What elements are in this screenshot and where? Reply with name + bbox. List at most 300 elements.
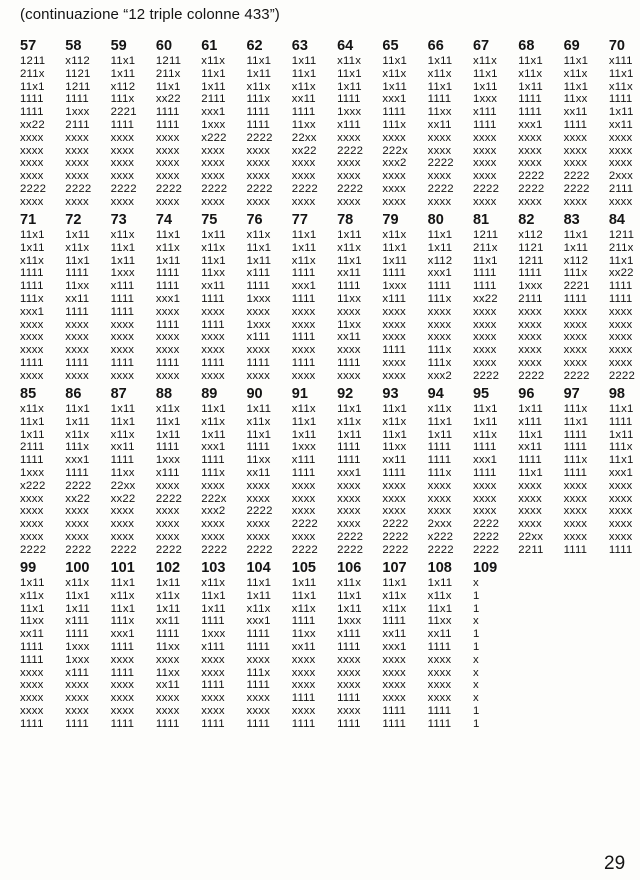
column-row: 11xx	[20, 615, 45, 628]
column-number: 95	[472, 386, 490, 402]
column-number: 74	[155, 212, 173, 228]
column-number: 105	[291, 560, 316, 576]
triple-column	[65, 212, 110, 383]
column-row: 2222	[382, 543, 409, 556]
triple-column	[20, 38, 65, 209]
column-row: xxxx	[427, 492, 452, 505]
column-row: xxx2	[201, 505, 226, 518]
column-row: xxxx	[382, 369, 406, 382]
column-row: 211x	[20, 67, 45, 80]
column-row: 22xx	[291, 131, 317, 144]
column-row: x11x	[382, 589, 407, 602]
column-row: 111x	[427, 356, 452, 369]
column-row: xxxx	[20, 170, 44, 183]
column-row: 1x11	[291, 55, 317, 67]
column-row: xxxx	[20, 666, 44, 679]
column-row: 11x1	[608, 454, 634, 467]
column-row: 1111	[155, 267, 180, 280]
column-row: xxxx	[20, 679, 44, 692]
column-row: xxxx	[20, 318, 44, 331]
column-number: 76	[246, 212, 263, 228]
column-row: xxxx	[291, 505, 316, 518]
column-row: 111x	[110, 615, 135, 628]
column-row: 11x1	[337, 67, 362, 80]
column-row: 2222	[291, 518, 318, 531]
triple-column	[156, 386, 201, 557]
column-row: 11xx	[427, 106, 452, 119]
triple-column	[337, 38, 382, 209]
column-row: 11x1	[563, 415, 589, 428]
column-row: xxxx	[608, 157, 633, 170]
column-row: 11xx	[291, 118, 316, 131]
column-row: xxxx	[246, 369, 271, 382]
column-row: xx22	[291, 144, 317, 157]
column-row: xxxx	[337, 170, 361, 183]
column-row: xxxx	[563, 356, 588, 369]
column-row: 1111	[246, 628, 271, 641]
column-row: 11x1	[155, 80, 181, 93]
column-row: xxxx	[337, 479, 361, 492]
column-row: 1111	[518, 106, 542, 119]
column-row: 1111	[518, 454, 542, 467]
column-row: xxxx	[518, 318, 542, 331]
column-number: 96	[518, 386, 535, 402]
column-row: 111x	[382, 118, 407, 131]
column-row: xx11	[246, 466, 271, 479]
column-row: 11xx	[382, 441, 407, 454]
page-title: (continuazione “12 triple colonne 433”)	[20, 6, 280, 23]
column-row: x11x	[337, 241, 362, 254]
column-number: 67	[472, 38, 490, 54]
column-row: x11x	[472, 55, 497, 67]
column-row: 1111	[110, 666, 135, 679]
column-row: 1111	[472, 118, 497, 131]
column-row: xxxx	[427, 666, 452, 679]
column-row: 2222	[65, 543, 92, 556]
column-row: 1111	[65, 628, 89, 641]
column-row: xxx1	[608, 466, 634, 479]
column-row: 1111	[608, 543, 633, 556]
column-row: x111	[518, 415, 543, 428]
column-row: xx11	[291, 93, 316, 106]
column-row: 1111	[110, 717, 135, 730]
triple-column	[382, 560, 427, 731]
column-row: xxxx	[563, 492, 588, 505]
column-row: 2222	[65, 479, 92, 492]
column-row: 1111	[155, 318, 180, 331]
column-row: xxxx	[110, 679, 135, 692]
column-row: 1x11	[291, 428, 317, 441]
column-row: xxxx	[291, 369, 316, 382]
column-row: 1x11	[65, 229, 90, 241]
column-row: 1xxx	[382, 280, 407, 293]
column-row: xxxx	[291, 305, 316, 318]
triple-column	[246, 212, 291, 383]
column-row: 2222	[246, 182, 273, 195]
column-row: xxxx	[201, 170, 225, 183]
column-row: 1121	[518, 241, 544, 254]
column-row: 1x11	[337, 229, 362, 241]
column-row: xxxx	[427, 144, 452, 157]
column-row: 1xxx	[337, 615, 362, 628]
column-row: xxxx	[563, 305, 588, 318]
column-row: 1x11	[20, 241, 45, 254]
column-row: 11x1	[20, 80, 45, 93]
column-row: xxxx	[382, 356, 406, 369]
column-row: 11x1	[110, 241, 136, 254]
column-row: xxxx	[110, 518, 135, 531]
column-row: 1x11	[291, 577, 317, 589]
column-row: xxxx	[472, 157, 497, 170]
column-row: xxxx	[110, 530, 135, 543]
column-row: x11x	[382, 415, 407, 428]
column-row: xxxx	[563, 479, 588, 492]
column-row: xx11	[155, 615, 180, 628]
column-row: xxxx	[65, 704, 89, 717]
column-row: xxxx	[20, 131, 44, 144]
column-row: 1111	[291, 267, 316, 280]
column-number: 63	[291, 38, 308, 54]
column-row: 11x1	[65, 589, 90, 602]
column-row: xxxx	[427, 653, 452, 666]
column-row: 1111	[563, 441, 588, 454]
column-row: 2222	[155, 492, 183, 505]
column-row: 1111	[201, 356, 225, 369]
column-row: 2111	[65, 118, 90, 131]
column-number: 106	[337, 560, 362, 576]
column-row: xxxx	[472, 170, 497, 183]
triple-column	[337, 212, 382, 383]
column-row: 1	[472, 602, 480, 615]
triple-column	[201, 386, 246, 557]
column-row: xxxx	[427, 679, 452, 692]
column-row: xxxx	[246, 479, 271, 492]
column-row: x222	[201, 131, 227, 144]
column-row: 11x1	[427, 415, 453, 428]
column-row: xxxx	[110, 318, 135, 331]
column-row: xxxx	[201, 666, 225, 679]
column-number: 72	[65, 212, 82, 228]
triple-column	[201, 38, 246, 209]
column-row: xxxx	[518, 195, 542, 208]
column-row: 1111	[291, 466, 316, 479]
column-row: xxxx	[291, 195, 316, 208]
column-number: 102	[155, 560, 181, 576]
column-row: 1111	[110, 292, 135, 305]
column-row: 2222	[472, 530, 500, 543]
column-row: xxxx	[201, 530, 225, 543]
column-row: 2222	[155, 543, 183, 556]
triple-column	[564, 212, 609, 383]
column-row: x222	[20, 479, 46, 492]
triple-column	[473, 560, 518, 731]
column-block	[20, 212, 640, 383]
column-row: xxxx	[201, 704, 225, 717]
column-row: 1111	[65, 93, 89, 106]
column-row: xx11	[427, 628, 452, 641]
column-row: 1111	[291, 331, 316, 344]
column-row: 11xx	[155, 640, 180, 653]
column-row: 11x1	[337, 589, 362, 602]
column-row: 1xxx	[20, 466, 45, 479]
column-row: xxxx	[20, 492, 44, 505]
column-row: x11x	[246, 415, 271, 428]
column-row: xxxx	[291, 479, 316, 492]
column-row: xxxx	[155, 144, 180, 157]
column-row: x111	[110, 280, 135, 293]
column-row: 1111	[246, 118, 271, 131]
column-row: 1111	[20, 267, 44, 280]
column-row: 11x1	[246, 577, 272, 589]
column-row: 11xx	[427, 615, 452, 628]
column-row: x11x	[246, 80, 271, 93]
column-row: xxxx	[382, 692, 406, 705]
column-row: xx11	[65, 292, 90, 305]
column-row: xxxx	[337, 369, 361, 382]
column-row: 2222	[563, 170, 590, 183]
triple-column	[246, 560, 291, 731]
column-row: 111x	[427, 466, 452, 479]
column-number: 92	[337, 386, 354, 402]
column-number: 103	[201, 560, 226, 576]
column-row: xx22	[155, 93, 181, 106]
column-row: xxxx	[20, 369, 44, 382]
column-row: 1111	[472, 267, 497, 280]
column-row: 2222	[201, 182, 228, 195]
column-row: xx11	[155, 679, 180, 692]
column-row: 1111	[291, 356, 316, 369]
column-row: x111	[382, 292, 407, 305]
column-row: xxxx	[608, 492, 633, 505]
column-row: 11xx	[65, 280, 90, 293]
triple-column	[609, 386, 640, 557]
column-row: xx11	[563, 106, 588, 119]
column-row: x111	[201, 640, 225, 653]
column-row: xxxx	[608, 356, 633, 369]
column-number: 100	[65, 560, 90, 576]
column-row: 1111	[246, 679, 271, 692]
column-row: 11x1	[201, 67, 226, 80]
column-row: 2221	[110, 106, 137, 119]
column-row: 1211	[20, 55, 46, 67]
column-row: xxxx	[472, 492, 497, 505]
column-row: xxxx	[563, 157, 588, 170]
column-row: xxxx	[155, 131, 180, 144]
column-row: 1x11	[155, 577, 181, 589]
column-row: 1111	[337, 356, 361, 369]
column-row: 2222	[563, 369, 590, 382]
column-row: xxxx	[291, 344, 316, 357]
column-row: xxxx	[20, 518, 44, 531]
column-row: xxxx	[291, 653, 316, 666]
column-row: x11x	[201, 241, 226, 254]
column-row: xxxx	[291, 666, 316, 679]
column-row: x11x	[472, 428, 497, 441]
column-row: x11x	[337, 577, 362, 589]
column-row: 2222	[20, 182, 47, 195]
column-row: xxxx	[110, 131, 135, 144]
column-row: xxxx	[472, 318, 497, 331]
column-row: 1x11	[427, 577, 453, 589]
column-row: 11x1	[110, 577, 136, 589]
column-row: xxxx	[246, 653, 271, 666]
triple-column	[65, 560, 110, 731]
column-row: x	[472, 653, 479, 666]
column-row: 2222	[337, 144, 364, 157]
column-row: xxxx	[518, 157, 542, 170]
column-row: 1xxx	[291, 441, 317, 454]
column-row: 1111	[337, 93, 361, 106]
column-row: xxxx	[472, 144, 497, 157]
column-number: 98	[608, 386, 625, 402]
column-row: 1111	[201, 679, 225, 692]
column-row: 1111	[382, 717, 406, 730]
column-row: 1x11	[427, 241, 453, 254]
column-row: x111	[155, 466, 180, 479]
column-row: xxxx	[427, 331, 452, 344]
column-row: xxxx	[291, 530, 316, 543]
column-row: x11x	[291, 80, 316, 93]
triple-column	[111, 38, 156, 209]
column-row: x11x	[291, 602, 316, 615]
column-row: x111	[472, 106, 497, 119]
column-row: xxxx	[65, 131, 89, 144]
column-number: 94	[427, 386, 444, 402]
column-row: xxxx	[155, 369, 180, 382]
column-row: 2222	[337, 543, 364, 556]
column-row: xxxx	[65, 318, 89, 331]
column-row: xxxx	[110, 369, 135, 382]
column-row: xxxx	[65, 679, 89, 692]
column-row: xxxx	[201, 653, 225, 666]
column-number: 62	[246, 38, 263, 54]
column-block	[20, 38, 640, 209]
column-row: xxxx	[65, 530, 89, 543]
column-row: xxxx	[201, 144, 225, 157]
column-row: 11x1	[427, 602, 453, 615]
column-row: xxxx	[518, 518, 542, 531]
column-row: xxxx	[427, 131, 452, 144]
column-row: xxxx	[291, 157, 316, 170]
column-row: xxxx	[518, 331, 542, 344]
column-row: xxxx	[518, 505, 542, 518]
column-row: 2222	[427, 182, 454, 195]
column-number: 71	[20, 212, 37, 228]
column-row: xxxx	[201, 369, 225, 382]
column-row: xxxx	[518, 492, 542, 505]
triple-column	[382, 38, 427, 209]
column-row: 11x1	[518, 55, 543, 67]
column-row: x11x	[110, 428, 135, 441]
column-number: 58	[65, 38, 82, 54]
column-row: xxx2	[427, 369, 452, 382]
column-row: x11x	[65, 577, 90, 589]
column-row: xxxx	[246, 170, 271, 183]
column-row: 2222	[382, 530, 409, 543]
column-row: 211x	[472, 241, 498, 254]
column-number: 60	[155, 38, 173, 54]
column-row: 11x1	[246, 241, 272, 254]
column-row: xxxx	[472, 344, 497, 357]
triple-column	[201, 560, 246, 731]
column-row: 1xxx	[201, 118, 226, 131]
column-row: 222x	[201, 492, 227, 505]
column-row: xxxx	[518, 144, 542, 157]
column-row: xxxx	[246, 704, 271, 717]
column-row: 111x	[563, 267, 588, 280]
triple-column	[156, 38, 201, 209]
column-row: 1xxx	[155, 454, 181, 467]
column-row: 11x1	[472, 67, 498, 80]
column-row: 1211	[472, 229, 499, 241]
triple-column	[156, 212, 201, 383]
column-row: xxxx	[563, 195, 588, 208]
column-row: xxx1	[337, 466, 362, 479]
column-number: 89	[201, 386, 218, 402]
column-row: 2222	[427, 543, 454, 556]
column-row: x111	[65, 615, 90, 628]
triple-column	[111, 386, 156, 557]
column-row: xxxx	[155, 195, 180, 208]
column-row: xxxx	[382, 679, 406, 692]
column-row: 222x	[382, 144, 408, 157]
column-row: 11x1	[563, 229, 589, 241]
column-row: 11xx	[563, 93, 588, 106]
column-row: 1111	[110, 356, 135, 369]
column-number: 65	[382, 38, 399, 54]
column-number: 87	[110, 386, 127, 402]
column-row: 2222	[518, 369, 545, 382]
column-row: 111x	[427, 292, 452, 305]
column-row: 1x11	[155, 254, 181, 267]
column-row: xxxx	[472, 131, 497, 144]
column-row: 111x	[65, 441, 90, 454]
column-row: x11x	[110, 229, 135, 241]
column-row: 1111	[155, 280, 180, 293]
column-row: xxxx	[608, 518, 633, 531]
column-row: 1111	[291, 615, 316, 628]
column-number: 73	[110, 212, 127, 228]
column-row: 11x1	[382, 577, 408, 589]
column-row: xx11	[382, 454, 407, 467]
column-row: x11x	[291, 254, 316, 267]
column-number: 82	[518, 212, 535, 228]
column-row: 2xxx	[427, 518, 452, 531]
column-row: 1xxx	[472, 93, 498, 106]
triple-column	[292, 38, 337, 209]
column-row: x11x	[20, 254, 45, 267]
column-number: 85	[20, 386, 37, 402]
column-row: x	[472, 577, 479, 589]
column-row: xxxx	[337, 195, 361, 208]
column-row: 11x1	[608, 67, 634, 80]
column-row: 11x1	[201, 254, 226, 267]
column-row: xxxx	[382, 170, 406, 183]
column-row: 2222	[201, 543, 228, 556]
triple-column	[292, 212, 337, 383]
column-row: xxxx	[382, 305, 406, 318]
column-row: xxxx	[427, 318, 452, 331]
column-row: xxxx	[337, 653, 361, 666]
triple-column	[473, 212, 518, 383]
column-row: xxxx	[291, 318, 316, 331]
column-row: xxx2	[382, 157, 407, 170]
column-row: x112	[110, 80, 136, 93]
column-number: 101	[110, 560, 135, 576]
column-row: 2222	[427, 157, 454, 170]
column-row: 11x1	[518, 466, 543, 479]
column-row: x222	[427, 530, 454, 543]
